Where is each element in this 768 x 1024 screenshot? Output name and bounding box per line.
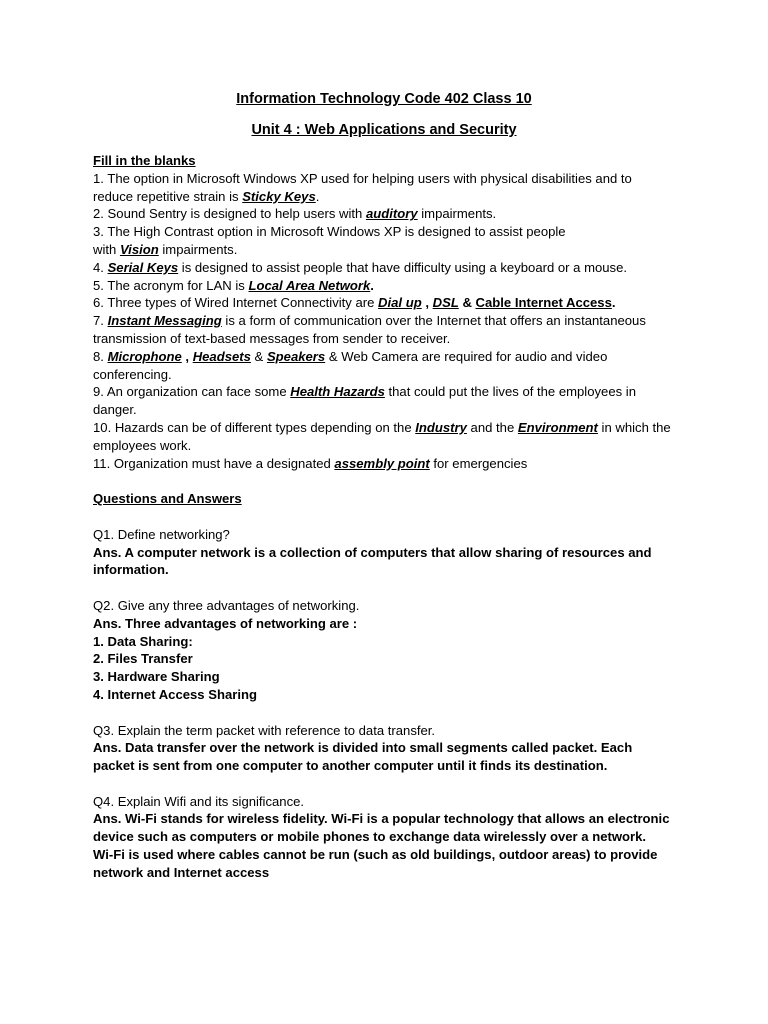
answer-keyword: Health Hazards — [290, 384, 385, 400]
fill-blanks-heading: Fill in the blanks — [93, 153, 196, 168]
answer-keyword: Dial up — [378, 295, 422, 311]
fill-item-5: 5. The acronym for LAN is Local Area Network. — [93, 277, 374, 293]
answer-keyword: auditory — [365, 206, 418, 222]
fill-item-3: 3. The High Contrast option in Microsoft Windows XP is designed to assist people with Vision impairments. — [93, 224, 566, 257]
answer-keyword: Vision — [119, 241, 159, 257]
answer-keyword: Microphone — [107, 348, 182, 364]
answer-keyword: Cable Internet Access — [475, 295, 612, 311]
question-2: Q2. Give any three advantages of networking. — [93, 597, 360, 613]
fill-item-4: 4. Serial Keys is designed to assist people that have difficulty using a keyboard or a mouse. — [93, 259, 628, 275]
answer-keyword: Sticky Keys — [242, 188, 316, 204]
unit-title: Unit 4 : Web Applications and Security — [251, 122, 517, 138]
fill-item-8: 8. Microphone , Headsets & Speakers & Web Camera are required for audio and video conferencing. — [93, 348, 608, 382]
spacer — [93, 704, 673, 722]
answer-keyword: Serial Keys — [107, 259, 179, 275]
list-item: 4. Internet Access Sharing — [93, 686, 257, 702]
answer-keyword: Instant Messaging — [107, 313, 222, 329]
answer-keyword: DSL — [432, 295, 459, 311]
spacer — [93, 775, 673, 793]
document-body — [93, 152, 673, 882]
list-item: 1. Data Sharing: — [93, 633, 193, 649]
fill-item-6: 6. Three types of Wired Internet Connectivity are Dial up , DSL & Cable Internet Access. — [93, 295, 616, 311]
spacer — [93, 579, 673, 597]
answer-2: Ans. Three advantages of networking are : — [93, 615, 358, 631]
fill-item-7: 7. Instant Messaging is a form of communication over the Internet that offers an instantaneous transmission of text-based messages from sender to receiver. — [93, 313, 646, 346]
answer-3: Ans. Data transfer over the network is divided into small segments called packet. Each packet is sent from one computer to another computer until it finds its destination. — [93, 740, 633, 774]
spacer — [93, 508, 673, 526]
fill-item-10: 10. Hazards can be of different types depending on the Industry and the Environment in which the employees work. — [93, 419, 671, 453]
fill-item-11: 11. Organization must have a designated assembly point for emergencies — [93, 455, 528, 471]
question-1: Q1. Define networking? — [93, 526, 230, 542]
fill-item-1: 1. The option in Microsoft Windows XP used for helping users with physical disabilities and to reduce repetitive strain is Sticky Keys. — [93, 170, 632, 204]
question-4: Q4. Explain Wifi and its significance. — [93, 793, 305, 809]
qa-heading: Questions and Answers — [93, 491, 242, 507]
answer-4: Ans. Wi-Fi stands for wireless fidelity. Wi-Fi is a popular technology that allows an electronic device such as computers or mobile phones to exchange data wirelessly over a network. — [93, 811, 670, 845]
spacer — [93, 472, 673, 490]
list-item: 3. Hardware Sharing — [93, 669, 220, 685]
answer-keyword: assembly point — [334, 455, 430, 471]
answer-keyword: Headsets — [192, 348, 251, 364]
list-item: 2. Files Transfer — [93, 651, 193, 667]
answer-keyword: Environment — [517, 419, 598, 435]
answer-keyword: Speakers — [266, 348, 326, 364]
answer-1: Ans. A computer network is a collection of computers that allow sharing of resources and information. — [93, 544, 652, 578]
fill-item-9: 9. An organization can face some Health Hazards that could put the lives of the employees in danger. — [93, 384, 636, 418]
document-title: Information Technology Code 402 Class 10 — [236, 91, 532, 107]
answer-4-continued: Wi-Fi is used where cables cannot be run (such as old buildings, outdoor areas) to provide network and Internet access — [93, 847, 658, 880]
fill-item-2: 2. Sound Sentry is designed to help users with auditory impairments. — [93, 206, 497, 222]
question-3: Q3. Explain the term packet with reference to data transfer. — [93, 722, 436, 738]
answer-keyword: Local Area Network — [248, 277, 371, 293]
answer-keyword: Industry — [415, 419, 467, 435]
